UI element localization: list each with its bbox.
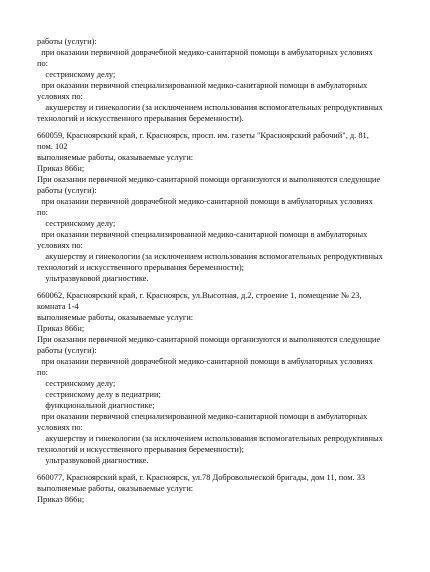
text-line: работы (услуги): — [37, 37, 97, 46]
text-line: Приказ 866н; — [37, 164, 85, 173]
text-line: ультразвуковой диагностике. — [37, 274, 149, 283]
address-line: пом. 102 — [37, 142, 68, 151]
text-line: условиях по: — [37, 241, 83, 250]
text-line: технологий и искусственного прерывания беременности). — [37, 114, 244, 123]
text-line: сестринскому делу; — [37, 219, 116, 228]
text-line: при оказании первичной доврачебной медико-санитарной помощи в амбулаторных условиях — [37, 357, 373, 366]
text-line: акушерству и гинекологии (за исключением использования вспомогательных репродуктивных — [37, 434, 383, 443]
text-line: по: — [37, 368, 48, 377]
text-line: сестринскому делу в педиатрии; — [37, 390, 161, 399]
address-line: 660062, Красноярский край, г. Красноярск, ул.Высотная, д.2, строение 1, помещение № 23, — [37, 291, 362, 300]
text-line: При оказании первичной медико-санитарной помощи организуются и выполняются следующие — [37, 335, 381, 344]
text-line: по: — [37, 208, 48, 217]
text-line: Приказ 866н; — [37, 495, 85, 504]
address-line: комната 1-4 — [37, 302, 79, 311]
text-line: выполняемые работы, оказываемые услуги: — [37, 484, 194, 493]
text-line: акушерству и гинекологии (за исключением использования вспомогательных репродуктивных — [37, 103, 383, 112]
text-line: ультразвуковой диагностике. — [37, 456, 149, 465]
text-line: технологий и искусственного прерывания беременности); — [37, 263, 244, 272]
text-line: сестринскому делу; — [37, 379, 116, 388]
text-line: при оказании первичной доврачебной медико-санитарной помощи в амбулаторных условиях — [37, 197, 373, 206]
text-line: Приказ 866н; — [37, 324, 85, 333]
text-line: технологий и искусственного прерывания беременности); — [37, 445, 244, 454]
text-line: при оказании первичной доврачебной медико-санитарной помощи в амбулаторных условиях — [37, 48, 373, 57]
text-line: функциональной диагностике; — [37, 401, 155, 410]
text-line: выполняемые работы, оказываемые услуги: — [37, 153, 194, 162]
text-line: работы (услуги): — [37, 186, 97, 195]
text-line: по: — [37, 59, 48, 68]
text-line: условиях по: — [37, 423, 83, 432]
address-line: 660059, Красноярский край, г. Красноярск, просп. им. газеты "Красноярский рабочий", д. 81, — [37, 131, 369, 140]
text-line: при оказании первичной специализированной медико-санитарной помощи в амбулаторных — [37, 230, 368, 239]
text-line: работы (услуги): — [37, 346, 97, 355]
text-line: акушерству и гинекологии (за исключением использования вспомогательных репродуктивных — [37, 252, 383, 261]
text-line: При оказании первичной медико-санитарной помощи организуются и выполняются следующие — [37, 175, 381, 184]
text-line: сестринскому делу; — [37, 70, 116, 79]
address-line: 660077, Красноярский край, г. Красноярск, ул.78 Добровольческой бригады, дом 11, пом. 33 — [37, 473, 366, 482]
text-line: условиях по: — [37, 92, 83, 101]
text-line: при оказании первичной специализированной медико-санитарной помощи в амбулаторных — [37, 81, 368, 90]
text-line: при оказании первичной специализированной медико-санитарной помощи в амбулаторных — [37, 412, 368, 421]
text-line: выполняемые работы, оказываемые услуги: — [37, 313, 194, 322]
